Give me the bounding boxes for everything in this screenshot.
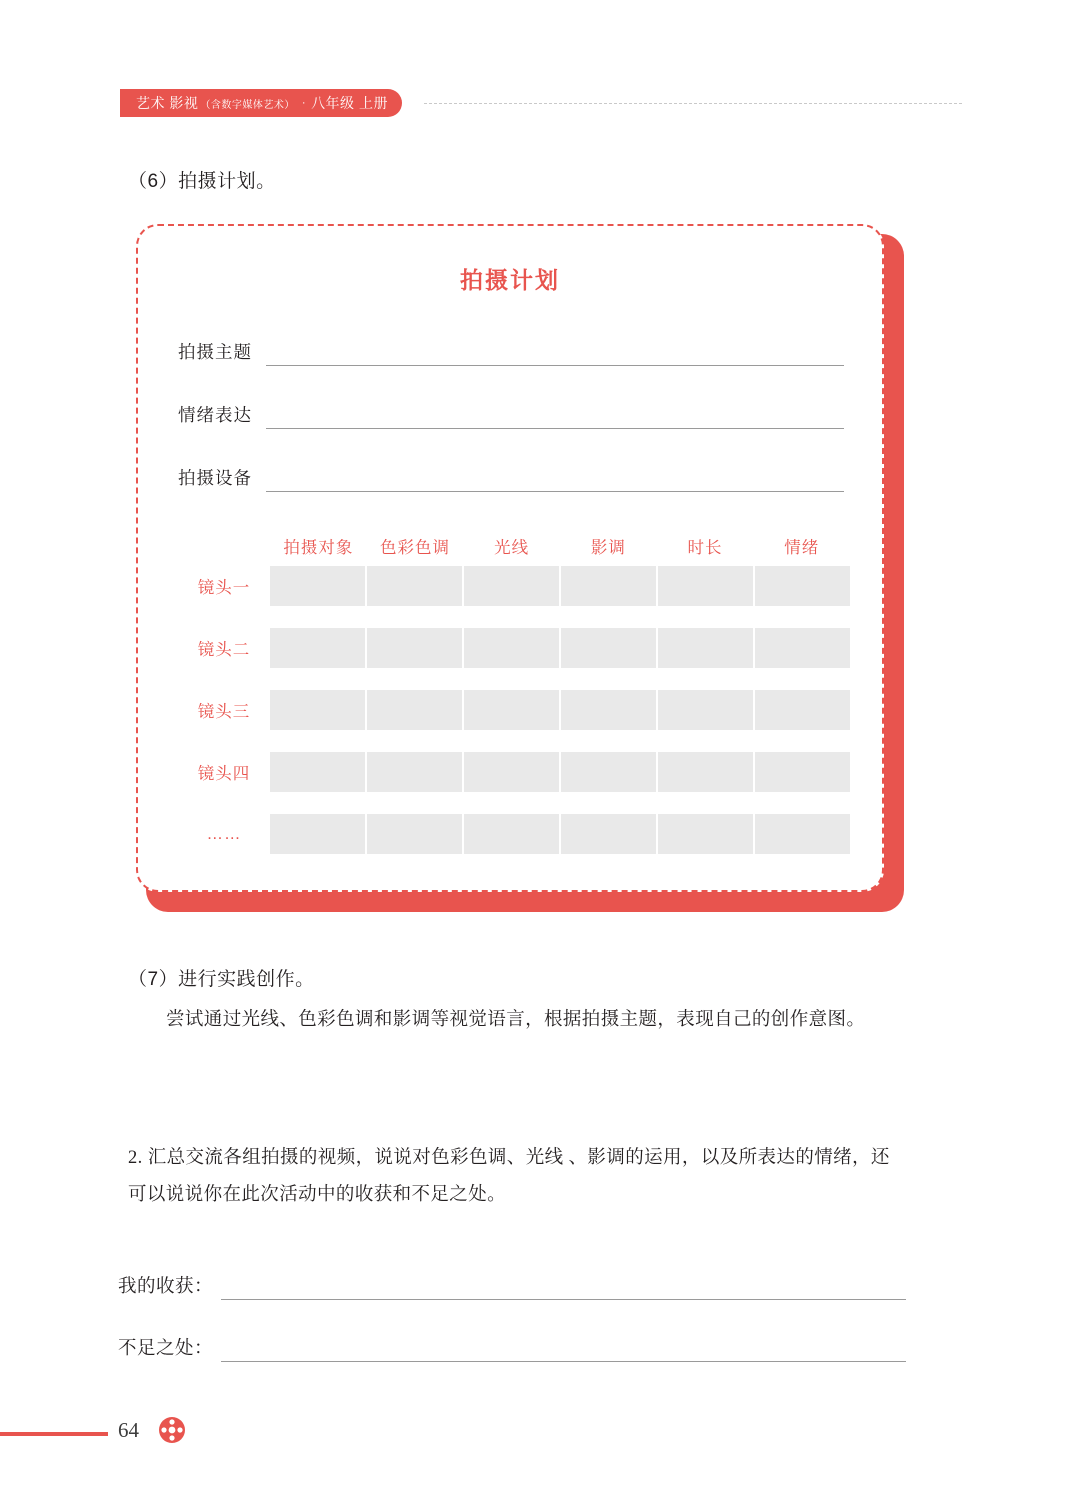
table-cell[interactable] bbox=[755, 690, 850, 730]
table-column-header: 光线 bbox=[494, 539, 530, 557]
header-separator: · bbox=[301, 97, 307, 109]
field-label-emotion: 情绪表达 bbox=[178, 405, 252, 425]
table-cell[interactable] bbox=[367, 566, 464, 606]
header-grade: 八年级 上册 bbox=[311, 95, 388, 111]
reflection-gain-label: 我的收获： bbox=[118, 1277, 214, 1297]
table-column-header: 时长 bbox=[687, 539, 723, 557]
card-body bbox=[136, 224, 884, 892]
table-column-header: 情绪 bbox=[784, 539, 820, 557]
table-cell[interactable] bbox=[561, 628, 658, 668]
section-item-7-text: 尝试通过光线、色彩色调和影调等视觉语言，根据拍摄主题，表现自己的创作意图。 bbox=[166, 1010, 866, 1030]
page-number: 64 bbox=[118, 1418, 139, 1442]
table-row bbox=[178, 690, 850, 730]
table-cell[interactable] bbox=[658, 566, 755, 606]
table-cell[interactable] bbox=[270, 752, 367, 792]
table-cell[interactable] bbox=[367, 752, 464, 792]
header-subject: 艺术 影视 bbox=[136, 95, 199, 111]
table-cell[interactable] bbox=[658, 814, 755, 854]
dotted-rule-icon bbox=[424, 103, 962, 104]
reflection-lack-input[interactable] bbox=[221, 1341, 906, 1362]
table-cell[interactable] bbox=[367, 814, 464, 854]
table-cell[interactable] bbox=[464, 690, 561, 730]
table-cell[interactable] bbox=[464, 566, 561, 606]
table-row-label: 镜头三 bbox=[197, 703, 251, 721]
table-row bbox=[178, 752, 850, 792]
reflection-lack-label: 不足之处： bbox=[118, 1339, 214, 1359]
field-label-subject: 拍摄主题 bbox=[178, 342, 252, 362]
footer-rule bbox=[0, 1432, 108, 1436]
field-label-equipment: 拍摄设备 bbox=[178, 468, 252, 488]
table-row bbox=[178, 814, 850, 854]
table-cell[interactable] bbox=[367, 690, 464, 730]
page-header bbox=[120, 88, 962, 118]
table-row-label: 镜头四 bbox=[197, 765, 251, 783]
table-cell[interactable] bbox=[561, 752, 658, 792]
field-input-subject[interactable] bbox=[266, 343, 844, 366]
table-row bbox=[178, 566, 850, 606]
header-subject-tag bbox=[120, 89, 402, 117]
film-reel-icon bbox=[158, 1416, 186, 1444]
table-cell[interactable] bbox=[561, 690, 658, 730]
field-input-emotion[interactable] bbox=[266, 406, 844, 429]
header-subject-note: （含数字媒体艺术） bbox=[200, 99, 295, 111]
table-cell[interactable] bbox=[270, 814, 367, 854]
table-cell[interactable] bbox=[658, 628, 755, 668]
field-row-emotion bbox=[178, 399, 844, 429]
reflection-gain-row bbox=[118, 1272, 906, 1300]
section-item-7-title: （7）进行实践创作。 bbox=[128, 969, 315, 990]
table-cell[interactable] bbox=[270, 566, 367, 606]
table-row-label: 镜头二 bbox=[197, 641, 251, 659]
table-cell[interactable] bbox=[270, 690, 367, 730]
table-header-row bbox=[178, 526, 850, 566]
table-cell[interactable] bbox=[755, 814, 850, 854]
shot-table bbox=[178, 526, 850, 876]
table-cell[interactable] bbox=[464, 814, 561, 854]
table-cell[interactable] bbox=[367, 628, 464, 668]
table-cell[interactable] bbox=[755, 566, 850, 606]
table-cell[interactable] bbox=[464, 628, 561, 668]
section-item-6-title: （6）拍摄计划。 bbox=[128, 171, 276, 192]
table-column-header: 影调 bbox=[590, 539, 626, 557]
table-row-label: 镜头一 bbox=[197, 579, 251, 597]
table-cell[interactable] bbox=[755, 752, 850, 792]
table-column-header: 拍摄对象 bbox=[283, 539, 354, 557]
table-cell[interactable] bbox=[464, 752, 561, 792]
table-cell[interactable] bbox=[270, 628, 367, 668]
field-input-equipment[interactable] bbox=[266, 469, 844, 492]
table-cell[interactable] bbox=[561, 566, 658, 606]
shooting-plan-card bbox=[136, 224, 904, 912]
table-cell[interactable] bbox=[658, 690, 755, 730]
field-row-subject bbox=[178, 336, 844, 366]
table-cell[interactable] bbox=[658, 752, 755, 792]
table-cell[interactable] bbox=[755, 628, 850, 668]
table-cell[interactable] bbox=[561, 814, 658, 854]
field-row-equipment bbox=[178, 462, 844, 492]
table-column-header: 色彩色调 bbox=[380, 539, 450, 557]
table-row-label: …… bbox=[206, 824, 242, 843]
reflection-lack-row bbox=[118, 1334, 906, 1362]
table-row bbox=[178, 628, 850, 668]
reflection-gain-input[interactable] bbox=[221, 1279, 906, 1300]
section-item-2-text: 2. 汇总交流各组拍摄的视频，说说对色彩色调、光线 、影调的运用，以及所表达的情绪，还可以说说你在此次活动中的收获和不足之处。 bbox=[128, 1148, 890, 1205]
card-title: 拍摄计划 bbox=[460, 267, 560, 293]
